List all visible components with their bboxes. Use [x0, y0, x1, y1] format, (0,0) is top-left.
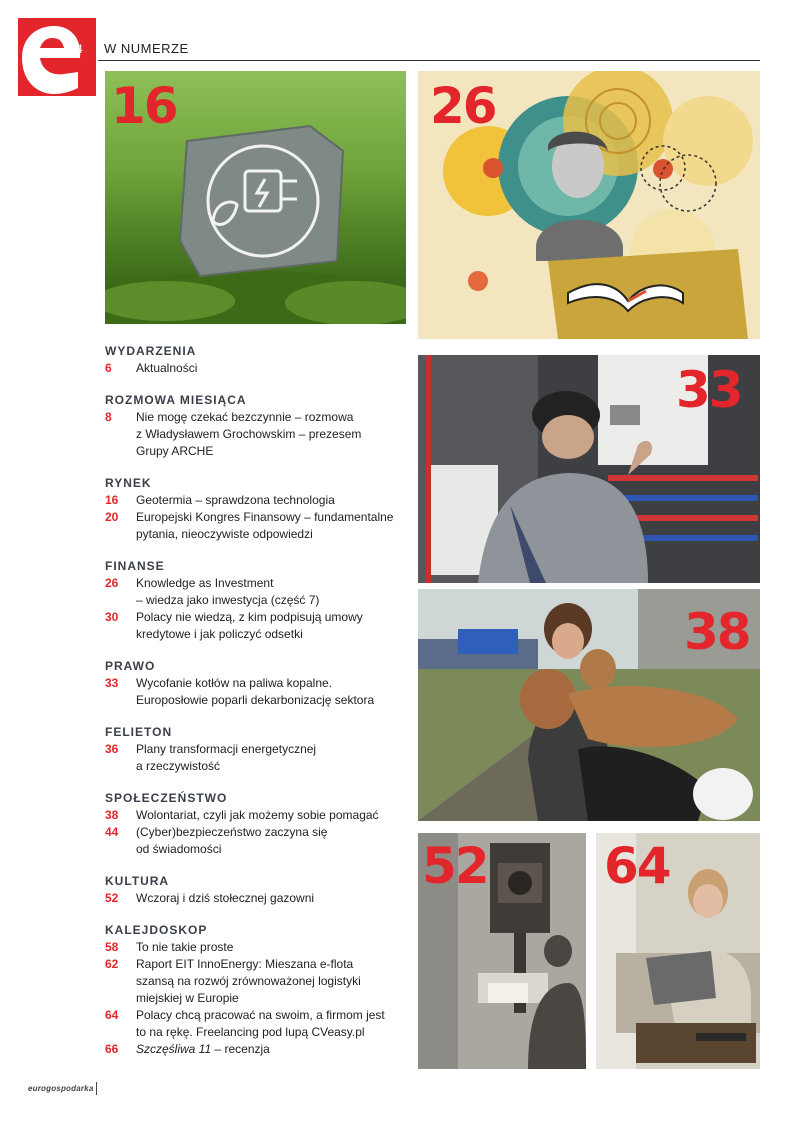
- toc-entry[interactable]: [105, 824, 405, 858]
- toc-entry-line: od świadomości: [136, 842, 222, 856]
- toc-page-number: 62: [105, 957, 119, 971]
- toc-entry-title: [136, 360, 405, 377]
- e-logo-icon: [18, 18, 96, 96]
- page-ref-number: 33: [676, 361, 742, 419]
- toc-page-number: 66: [105, 1042, 119, 1056]
- toc-entry-line: pytania, nieoczywiste odpowiedzi: [136, 527, 313, 541]
- toc-entry-line: szansą na rozwój zrównoważonej logistyki: [136, 974, 361, 988]
- page-ref-number: 52: [422, 837, 488, 895]
- toc-entry-line: Raport EIT InnoEnergy: Mieszana e-flota: [136, 957, 354, 971]
- toc-entry[interactable]: [105, 609, 405, 643]
- footer-brand: eurogospodarka: [28, 1084, 94, 1093]
- toc-entry-title: [136, 509, 405, 543]
- toc-entry-line: – wiedza jako inwestycja (część 7): [136, 593, 320, 607]
- toc-entry-title: [136, 492, 405, 509]
- toc-entry-line: Aktualności: [136, 361, 198, 375]
- toc-entry-title: [136, 675, 405, 709]
- toc-entry-line: Grupy ARCHE: [136, 444, 214, 458]
- toc-page-number: 64: [105, 1008, 119, 1022]
- toc-page-number: 16: [105, 493, 119, 507]
- toc-entry[interactable]: [105, 575, 405, 609]
- toc-entry-line: a rzeczywistość: [136, 759, 221, 773]
- photo-volunteer-dogs: [418, 589, 760, 821]
- toc-entry[interactable]: [105, 1041, 405, 1058]
- toc-category: KALEJDOSKOP: [105, 923, 208, 937]
- photo-boiler-technician: [418, 355, 760, 583]
- toc-entry[interactable]: [105, 956, 405, 1007]
- toc-page-number: 30: [105, 610, 119, 624]
- page-ref-number: 64: [604, 837, 670, 895]
- toc-entry-line: z Władysławem Grochowskim – prezesem: [136, 427, 362, 441]
- header-divider: [98, 60, 760, 61]
- page-ref-number: 26: [430, 77, 496, 135]
- toc-entry-title: [136, 741, 405, 775]
- toc-page-number: 8: [105, 410, 112, 424]
- toc-entry-title: [136, 1041, 405, 1058]
- toc-entry-line: Europosłowie poparli dekarbonizację sektora: [136, 693, 375, 707]
- toc-entry-title: [136, 807, 405, 824]
- page-number: 4: [76, 42, 83, 56]
- toc-entry[interactable]: [105, 1007, 405, 1041]
- toc-entry-title: [136, 890, 405, 907]
- section-title: W NUMERZE: [104, 41, 189, 56]
- toc-category: RYNEK: [105, 476, 152, 490]
- toc-entry-line: Wolontariat, czyli jak możemy sobie pomagać: [136, 808, 379, 822]
- toc-entry-line: Wycofanie kotłów na paliwa kopalne.: [136, 676, 333, 690]
- toc-category: WYDARZENIA: [105, 344, 197, 358]
- toc-category: PRAWO: [105, 659, 156, 673]
- toc-category: SPOŁECZEŃSTWO: [105, 791, 228, 805]
- toc-entry-line: Polacy chcą pracować na swoim, a firmom jest: [136, 1008, 385, 1022]
- toc-page-number: 20: [105, 510, 119, 524]
- toc-entry[interactable]: [105, 807, 405, 824]
- toc-entry-title: [136, 609, 405, 643]
- toc-entry-line: Wczoraj i dziś stołecznej gazowni: [136, 891, 315, 905]
- toc-entry-title: [136, 939, 405, 956]
- toc-page-number: 26: [105, 576, 119, 590]
- photo-gasworks-archive: [418, 833, 586, 1069]
- magazine-logo: [18, 18, 96, 96]
- toc-entry[interactable]: [105, 492, 405, 509]
- toc-entry-line: Nie mogę czekać bezczynnie – rozmowa: [136, 410, 354, 424]
- toc-entry[interactable]: [105, 890, 405, 907]
- toc-page-number: 52: [105, 891, 119, 905]
- toc-entry-title: [136, 575, 405, 609]
- photo-knowledge-investment: [418, 71, 760, 339]
- toc-entry-line: Polacy nie wiedzą, z kim podpisują umowy: [136, 610, 363, 624]
- toc-entry-line: (Cyber)bezpieczeństwo zaczyna się: [136, 825, 328, 839]
- toc-entry-line: Plany transformacji energetycznej: [136, 742, 317, 756]
- toc-entry-title: [136, 956, 405, 1007]
- toc-entry-line: to na rękę. Freelancing pod lupą CVeasy.pl: [136, 1025, 365, 1039]
- toc-entry[interactable]: [105, 509, 405, 543]
- toc-entry-line: Geotermia – sprawdzona technologia: [136, 493, 335, 507]
- toc-page-number: 38: [105, 808, 119, 822]
- toc-category: ROZMOWA MIESIĄCA: [105, 393, 247, 407]
- footer-divider: [96, 1082, 97, 1095]
- toc-page-number: 33: [105, 676, 119, 690]
- photo-geothermal-stone: [105, 71, 406, 324]
- toc-entry-line: Knowledge as Investment: [136, 576, 274, 590]
- toc-category: FINANSE: [105, 559, 165, 573]
- toc-entry-title: [136, 824, 405, 858]
- toc-entry-line: kredytowe i jak policzyć odsetki: [136, 627, 303, 641]
- page-ref-number: 38: [684, 603, 750, 661]
- page-ref-number: 16: [111, 77, 177, 135]
- toc-entry-line: miejskiej w Europie: [136, 991, 239, 1005]
- toc-page-number: 44: [105, 825, 119, 839]
- toc-entry-title: [136, 409, 405, 460]
- table-of-contents: [105, 342, 405, 1058]
- toc-entry[interactable]: [105, 675, 405, 709]
- toc-entry-line: To nie takie proste: [136, 940, 234, 954]
- toc-page-number: 58: [105, 940, 119, 954]
- toc-entry-line: – recenzja: [211, 1042, 270, 1056]
- toc-category: FELIETON: [105, 725, 173, 739]
- toc-page-number: 6: [105, 361, 112, 375]
- toc-entry[interactable]: [105, 409, 405, 460]
- toc-entry-title-italic: Szczęśliwa 11: [136, 1042, 212, 1056]
- toc-entry[interactable]: [105, 360, 405, 377]
- photo-freelancer-laptop: [596, 833, 760, 1069]
- toc-entry-line: Europejski Kongres Finansowy – fundamentalne: [136, 510, 394, 524]
- toc-entry[interactable]: [105, 741, 405, 775]
- toc-entry[interactable]: [105, 939, 405, 956]
- toc-entry-title: [136, 1007, 405, 1041]
- toc-page-number: 36: [105, 742, 119, 756]
- toc-category: KULTURA: [105, 874, 170, 888]
